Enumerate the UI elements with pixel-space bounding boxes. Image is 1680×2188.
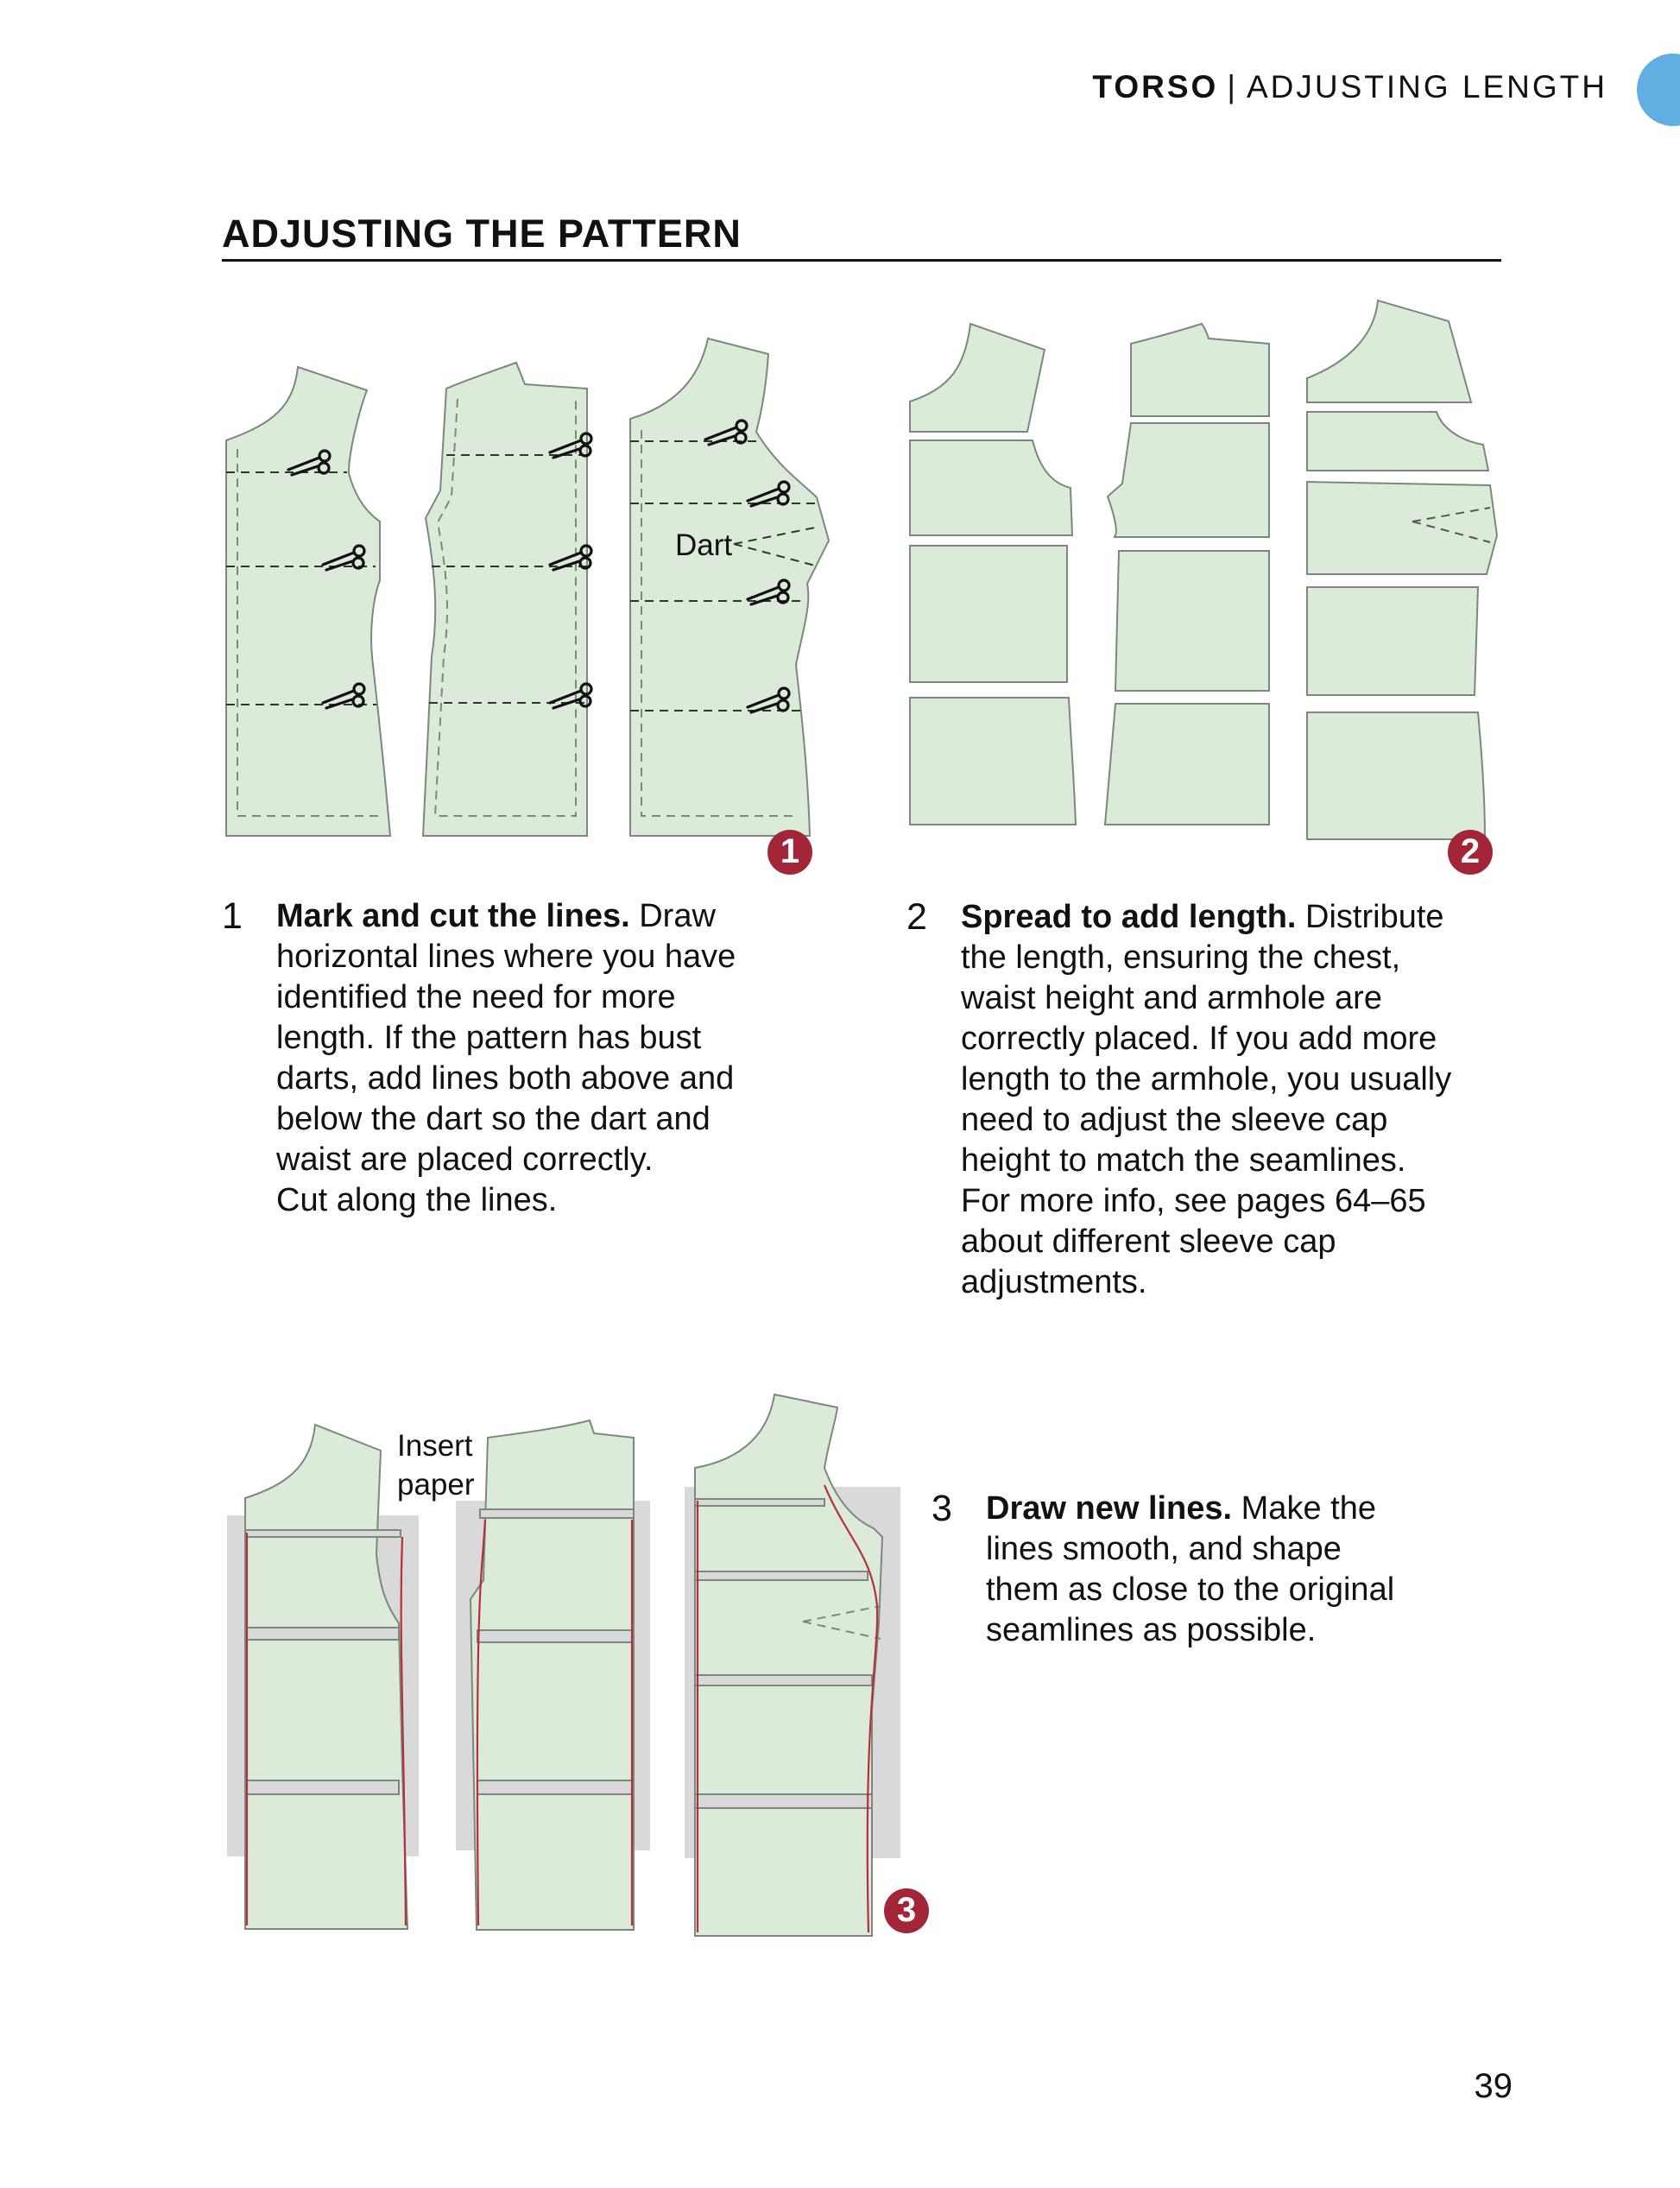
step-3-line: Make the <box>1241 1490 1376 1527</box>
step-1 <box>222 896 826 1242</box>
figure-3-draw-lines <box>227 1394 900 1936</box>
step-2-line: correctly placed. If you add more <box>961 1021 1437 1057</box>
step-1-text <box>276 896 736 1221</box>
step-1-lead: Mark and cut the lines. <box>276 898 630 934</box>
figure-1-mark-and-cut <box>226 338 829 836</box>
step-1-number: 1 <box>222 895 243 937</box>
header-subsection: ADJUSTING LENGTH <box>1246 69 1607 104</box>
header-separator: | <box>1227 69 1238 104</box>
step-2-text <box>961 897 1451 1303</box>
step-2-line: the length, ensuring the chest, <box>961 939 1401 976</box>
insert-paper-label <box>397 1426 475 1504</box>
step-3-line: lines smooth, and shape <box>986 1531 1342 1567</box>
step-1-line: length. If the pattern has bust <box>276 1020 702 1056</box>
step-1-line: Cut along the lines. <box>276 1182 558 1218</box>
step-3 <box>932 1489 1536 1679</box>
step-2-line: For more info, see pages 64–65 <box>961 1183 1426 1219</box>
step-1-line: below the dart so the dart and <box>276 1101 711 1137</box>
badge-3: 3 <box>896 1891 917 1929</box>
header-section: TORSO <box>1092 69 1219 104</box>
step-2-lead: Spread to add length. <box>961 899 1297 935</box>
section-title: ADJUSTING THE PATTERN <box>222 212 742 256</box>
figure-2-spread <box>910 300 1497 839</box>
step-1-line: Draw <box>639 898 716 934</box>
step-2-line: need to adjust the sleeve cap <box>961 1102 1388 1138</box>
step-3-number: 3 <box>932 1488 952 1529</box>
step-3-text <box>986 1489 1394 1651</box>
step-2-line: adjustments. <box>961 1264 1147 1300</box>
step-2-line: about different sleeve cap <box>961 1224 1336 1260</box>
step-1-line: horizontal lines where you have <box>276 939 736 975</box>
step-1-line: waist are placed correctly. <box>276 1141 654 1178</box>
step-1-line: identified the need for more <box>276 979 676 1015</box>
step-2-number: 2 <box>906 896 927 938</box>
insert-label-line1: Insert <box>397 1429 473 1463</box>
step-2-line: Distribute <box>1305 899 1444 935</box>
insert-label-line2: paper <box>397 1468 475 1502</box>
badge-1: 1 <box>780 832 800 870</box>
step-2-line: height to match the seamlines. <box>961 1142 1406 1179</box>
step-2-line: waist height and armhole are <box>961 980 1382 1016</box>
badge-2: 2 <box>1460 832 1481 870</box>
page-number: 39 <box>1474 2067 1513 2105</box>
dart-label: Dart <box>675 528 733 562</box>
step-3-lead: Draw new lines. <box>986 1490 1233 1527</box>
step-1-line: darts, add lines both above and <box>276 1060 735 1097</box>
step-3-line: them as close to the original <box>986 1571 1395 1608</box>
step-3-line: seamlines as possible. <box>986 1612 1317 1648</box>
step-2 <box>906 897 1563 1320</box>
step-2-line: length to the armhole, you usually <box>961 1061 1452 1097</box>
